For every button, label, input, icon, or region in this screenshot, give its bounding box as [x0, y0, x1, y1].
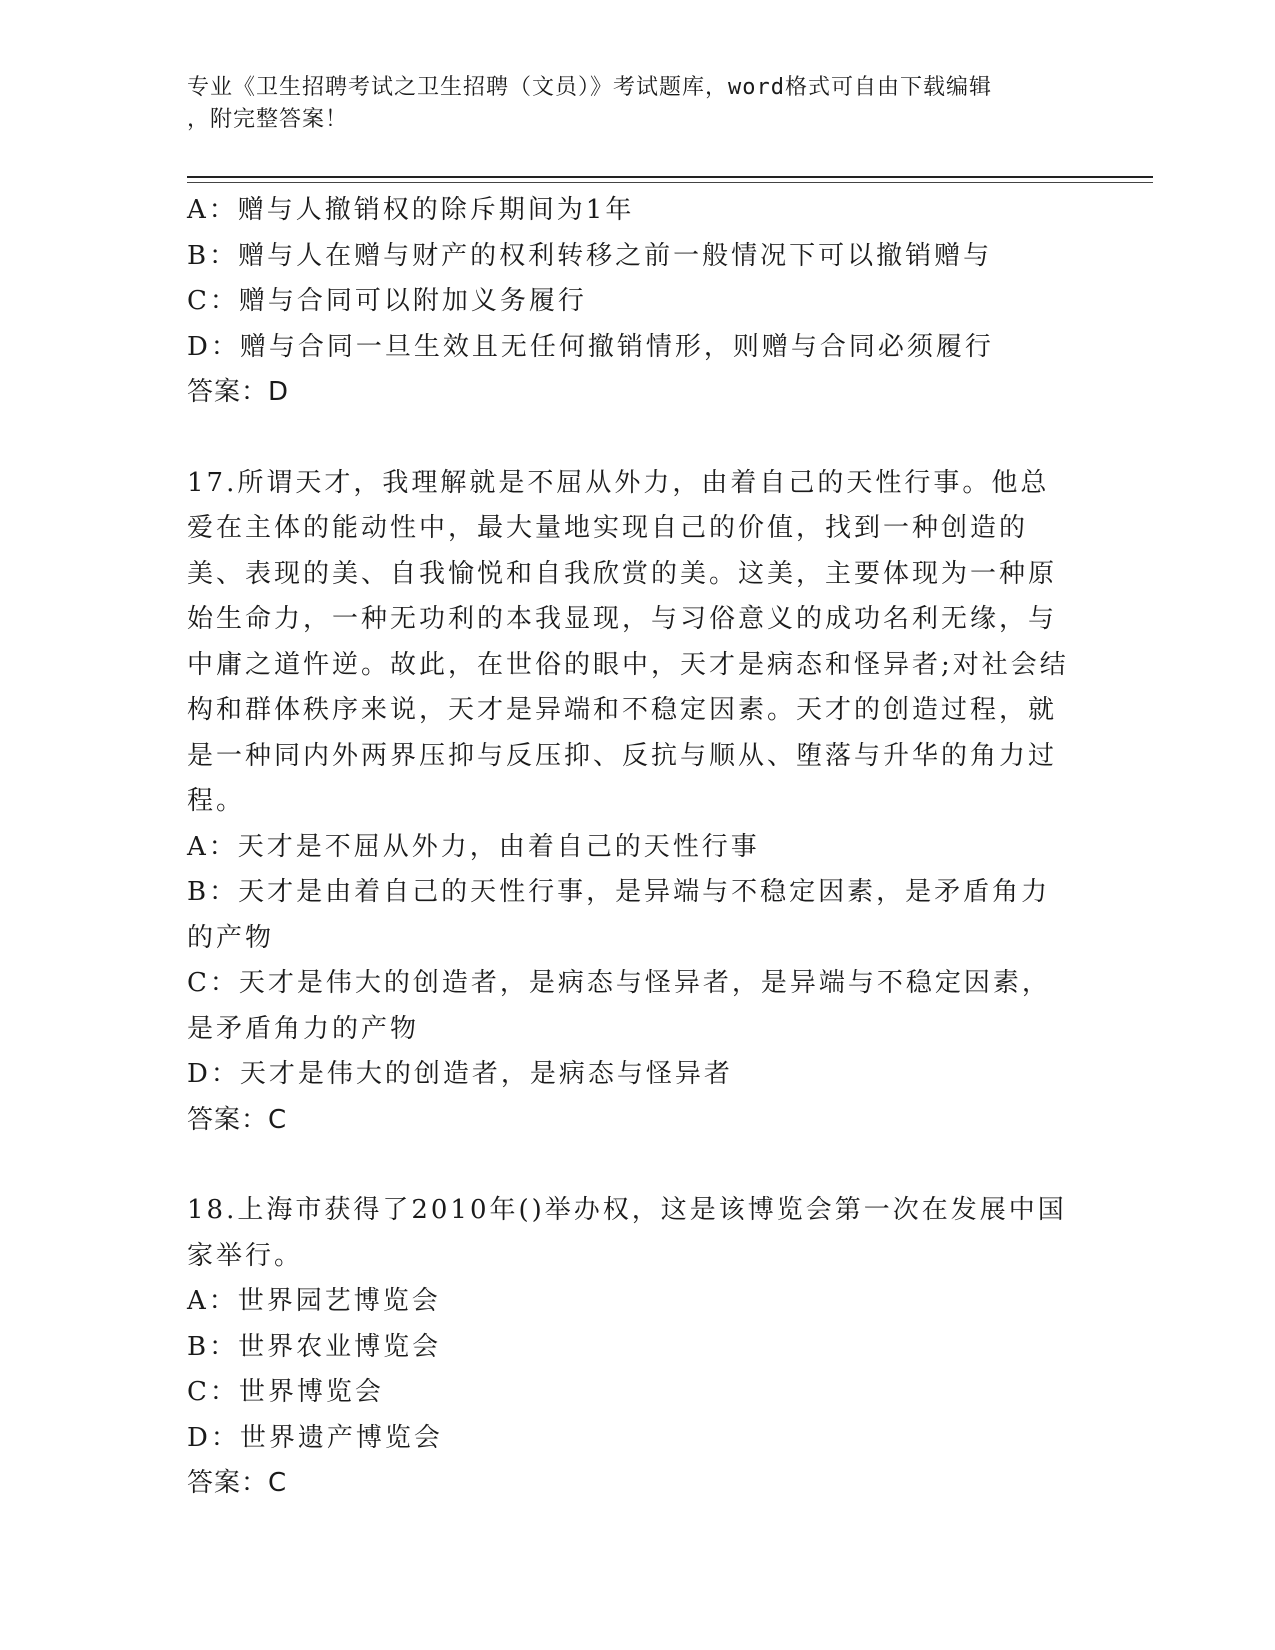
answer: 答案：C: [187, 1468, 288, 1498]
header-divider-thick: [187, 176, 1153, 178]
answer: 答案：C: [187, 1104, 288, 1135]
question-16: [187, 188, 1077, 416]
option-b: B：世界农业博览会: [187, 1331, 442, 1362]
option-b: B：天才是由着自己的天性行事，是异端与不稳定因素，是矛盾角力的产物: [187, 877, 1051, 953]
question-17: [187, 461, 1077, 1144]
answer: 答案：D: [187, 377, 290, 407]
page-header: [187, 72, 1067, 136]
spacer: [187, 1143, 1077, 1188]
header-divider-thin: [187, 182, 1153, 183]
question-18: [187, 1188, 1077, 1507]
option-c: C：世界博览会: [187, 1377, 384, 1407]
option-d: D：赠与合同一旦生效且无任何撤销情形，则赠与合同必须履行: [187, 331, 994, 362]
spacer: [187, 416, 1077, 461]
option-d: D：天才是伟大的创造者，是病态与怪异者: [187, 1059, 733, 1089]
question-text: 17.所谓天才，我理解就是不屈从外力，由着自己的天性行事。他总爱在主体的能动性中，最大量地实现自己的价值，找到一种创造的美、表现的美、自我愉悦和自我欣赏的美。这美，主要体现为一种原始生命力，一种无功利的本我显现，与习俗意义的成功名利无缘，与中庸之道忤逆。故此，在世俗的眼中，天才是病态和怪异者;对社会结构和群体秩序来说，天才是异端和不稳定因素。天才的创造过程，就是一种同内外两界压抑与反压抑、反抗与顺从、堕落与升华的角力过程。: [187, 467, 1069, 816]
header-line-2: ，附完整答案！: [187, 107, 349, 132]
option-a: A：赠与人撤销权的除斥期间为1年: [187, 195, 635, 225]
option-a: A：世界园艺博览会: [187, 1286, 441, 1316]
question-text: 18.上海市获得了2010年()举办权，这是该博览会第一次在发展中国家举行。: [187, 1195, 1067, 1271]
question-content: [187, 188, 1077, 1507]
option-a: A：天才是不屈从外力，由着自己的天性行事: [187, 831, 760, 862]
option-c: C：赠与合同可以附加义务履行: [187, 286, 587, 316]
header-line-1: 专业《卫生招聘考试之卫生招聘（文员）》考试题库，word格式可自由下载编辑: [187, 75, 992, 100]
option-c: C：天才是伟大的创造者，是病态与怪异者，是异端与不稳定因素，是矛盾角力的产物: [187, 968, 1051, 1044]
option-b: B：赠与人在赠与财产的权利转移之前一般情况下可以撤销赠与: [187, 240, 993, 271]
option-d: D：世界遗产博览会: [187, 1422, 443, 1453]
